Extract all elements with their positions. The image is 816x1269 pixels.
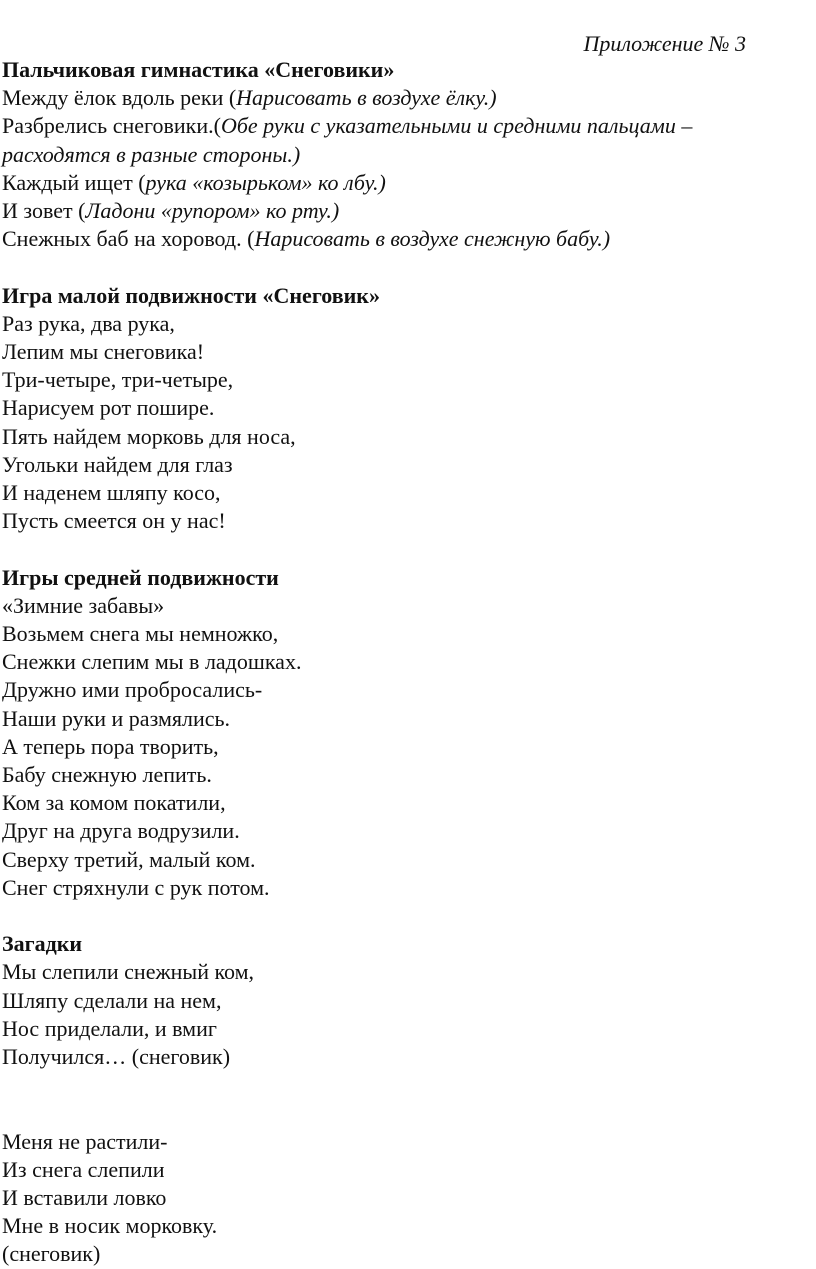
verse-line: Снег стряхнули с рук потом.	[2, 874, 270, 900]
verse-line: Сверху третий, малый ком.	[2, 846, 256, 872]
verse-line: Возьмем снега мы немножко,	[2, 621, 279, 647]
verse-line: Бабу снежную лепить.	[2, 762, 212, 788]
instruction-text: Ладони «рупором» ко рту.)	[85, 198, 340, 224]
verse-line: Лепим мы снеговика!	[2, 339, 205, 365]
riddle-line: Получился… (снеговик)	[2, 1044, 231, 1070]
finger-line	[2, 84, 802, 112]
verse-line: Угольки найдем для глаз	[2, 451, 233, 477]
instruction-text: рука «козырьком» ко лбу.)	[145, 169, 386, 195]
verse-text: Между ёлок вдоль реки (	[2, 85, 237, 111]
spacer	[2, 902, 802, 930]
verse-line: Пусть смеется он у нас!	[2, 508, 226, 534]
verse-line: И наденем шляпу косо,	[2, 480, 221, 506]
finger-line	[2, 197, 802, 225]
verse-text: Каждый ищет (	[2, 169, 146, 195]
verse-line: Нарисуем рот пошире.	[2, 395, 215, 421]
finger-line	[2, 169, 802, 197]
game-subtitle: «Зимние забавы»	[2, 592, 165, 618]
riddle-line: Шляпу сделали на нем,	[2, 987, 222, 1013]
finger-line	[2, 112, 802, 168]
document-body	[2, 56, 802, 1269]
verse-line: Ком за комом покатили,	[2, 790, 226, 816]
verse-line: Раз рука, два рука,	[2, 310, 175, 336]
low-mobility-game-title: Игра малой подвижности «Снеговик»	[2, 282, 380, 308]
verse-line: Друг на друга водрузили.	[2, 818, 240, 844]
spacer	[2, 1071, 802, 1127]
riddle-line: И вставили ловко	[2, 1185, 167, 1211]
finger-line	[2, 225, 802, 253]
verse-line: Три-четыре, три-четыре,	[2, 367, 234, 393]
spacer	[2, 535, 802, 563]
riddle-answer: (снеговик)	[2, 1241, 101, 1267]
verse-line: Снежки слепим мы в ладошках.	[2, 649, 302, 675]
medium-mobility-games-title: Игры средней подвижности	[2, 564, 279, 590]
verse-text: Снежных баб на хоровод. (	[2, 226, 255, 252]
spacer	[2, 253, 802, 281]
verse-line: Дружно ими пробросались-	[2, 677, 263, 703]
verse-text: Разбрелись снеговики.(	[2, 113, 221, 139]
verse-line: Наши руки и размялись.	[2, 705, 231, 731]
verse-line: А теперь пора творить,	[2, 733, 219, 759]
instruction-text: Нарисовать в воздухе снежную бабу.)	[254, 226, 611, 252]
riddle-line: Из снега слепили	[2, 1156, 165, 1182]
appendix-label: Приложение № 3	[583, 31, 746, 56]
riddles-title: Загадки	[2, 931, 83, 957]
instruction-text: Нарисовать в воздухе ёлку.)	[236, 85, 497, 111]
instruction-text: Обе руки с указательными и средними пальцами – расходятся в разные стороны.)	[2, 113, 693, 167]
verse-line: Пять найдем морковь для носа,	[2, 423, 296, 449]
riddle-line: Мы слепили снежный ком,	[2, 959, 255, 985]
riddle-line: Меня не растили-	[2, 1128, 168, 1154]
finger-gymnastics-title: Пальчиковая гимнастика «Снеговики»	[2, 57, 395, 82]
verse-text: И зовет (	[2, 198, 86, 224]
riddle-line: Мне в носик морковку.	[2, 1213, 218, 1239]
riddle-line: Нос приделали, и вмиг	[2, 1015, 217, 1041]
